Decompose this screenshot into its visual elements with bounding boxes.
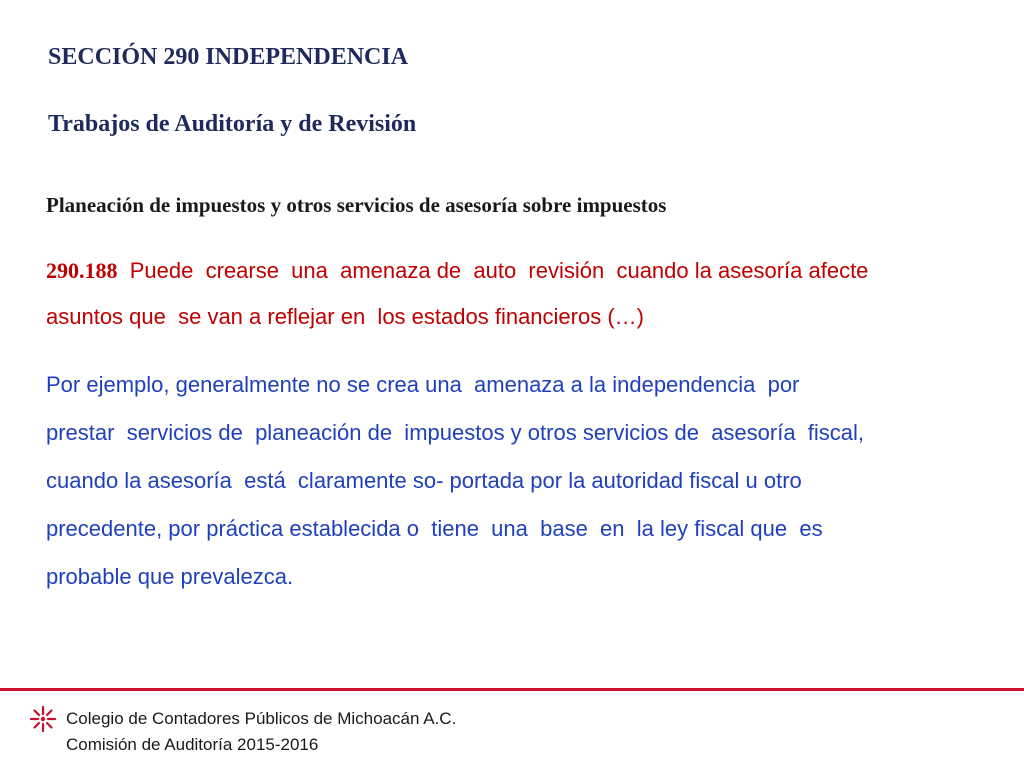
footer-divider [0, 688, 1024, 691]
paragraph-line: prestar servicios de planeación de impuestos y otros servicios de asesoría fiscal, [46, 420, 865, 445]
paragraph-line: Por ejemplo, generalmente no se crea una amenaza a la independencia por [46, 372, 800, 397]
topic-heading: Planeación de impuestos y otros servicios de asesoría sobre impuestos [46, 193, 667, 217]
footer-organization: Colegio de Contadores Públicos de Michoacán A.C. [66, 709, 457, 728]
paragraph-line [46, 256, 986, 302]
paragraph-line: asuntos que se van a reflejar en los estados financieros (…) [46, 304, 644, 329]
example-paragraph [46, 370, 986, 610]
footer-commission: Comisión de Auditoría 2015-2016 [66, 735, 319, 754]
paragraph-290-188 [46, 256, 986, 348]
paragraph-text: Puede crearse una amenaza de auto revisión cuando la asesoría afecte [117, 258, 869, 283]
paragraph-line: probable que prevalezca. [46, 564, 294, 589]
paragraph-line: cuando la asesoría está claramente so- portada por la autoridad fiscal u otro [46, 468, 802, 493]
slide-subtitle: Trabajos de Auditoría y de Revisión [48, 111, 417, 137]
colegio-logo-icon [28, 704, 58, 734]
section-title: SECCIÓN 290 INDEPENDENCIA [48, 44, 409, 70]
paragraph-number: 290.188 [46, 258, 118, 283]
paragraph-line: precedente, por práctica establecida o tiene una base en la ley fiscal que es [46, 516, 823, 541]
